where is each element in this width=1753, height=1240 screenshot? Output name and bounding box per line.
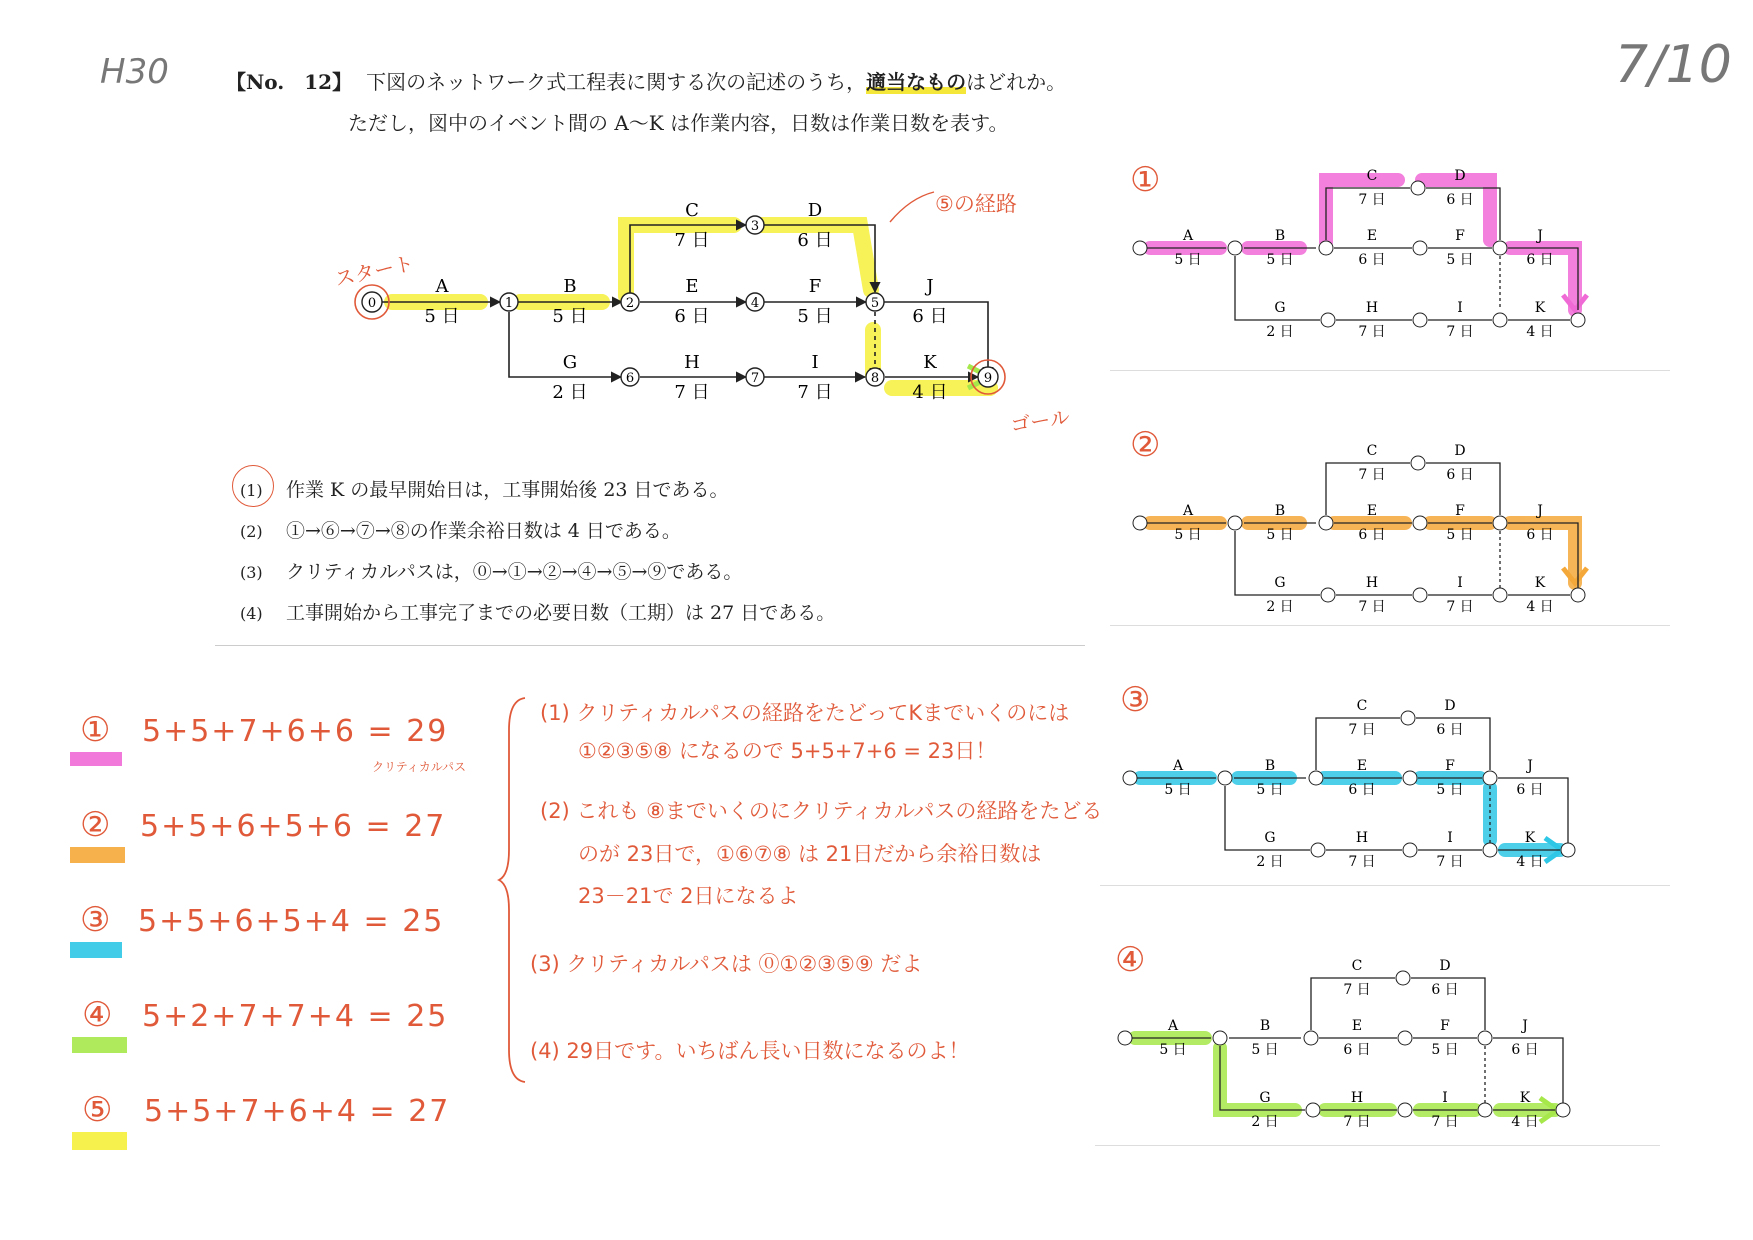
r3-H-days: 7 日 [1348,854,1376,870]
r2-E: E [1366,503,1378,519]
r4-C: C [1351,958,1363,974]
node-6: 6 [625,371,635,386]
r3-E-days: 6 日 [1348,782,1376,798]
route-3-label: ③ [1120,680,1151,720]
r2-H-days: 7 日 [1358,599,1386,615]
calc-row-1 [70,710,490,774]
question-text-pre: 下図のネットワーク式工程表に関する次の記述のうち， [366,70,867,94]
act-I-name: I [811,352,819,373]
node-5: 5 [870,296,880,311]
calc-4-expr: 5+2+7+7+4 = 25 [142,999,449,1034]
calc-5-expr: 5+5+7+6+4 = 27 [144,1094,451,1129]
r3-D: D [1444,698,1456,714]
r1-K-days: 4 日 [1526,324,1554,340]
r2-E-days: 6 日 [1358,527,1386,543]
node-4: 4 [750,296,760,311]
r2-I-days: 7 日 [1446,599,1474,615]
question-number: 【No. 12】 [226,70,353,94]
r2-G-days: 2 日 [1266,599,1294,615]
r1-H: H [1365,300,1379,316]
calc-2-label: ② [80,805,111,845]
r4-J-days: 6 日 [1511,1042,1539,1058]
r4-C-days: 7 日 [1343,982,1371,998]
r1-K: K [1534,300,1546,316]
r3-C: C [1356,698,1368,714]
calc-1-label: ① [80,710,111,750]
explanation-2b: のが 23日で，①⑥⑦⑧ は 21日だから余裕日数は [578,842,1042,866]
r1-F: F [1455,228,1465,244]
act-A-name: A [435,276,449,297]
r4-D-days: 6 日 [1431,982,1459,998]
node-3: 3 [750,219,760,234]
r2-D: D [1454,443,1466,459]
r3-E: E [1356,758,1368,774]
r1-A: A [1182,228,1194,244]
r1-I: I [1457,300,1463,316]
r2-B-days: 5 日 [1266,527,1294,543]
r3-H: H [1355,830,1369,846]
r1-C: C [1366,168,1378,184]
calc-row-5 [70,1090,490,1150]
act-I-days: 7 日 [797,382,833,403]
r1-A-days: 5 日 [1174,252,1202,268]
act-K-days: 4 日 [912,382,948,403]
r4-K: K [1519,1090,1531,1106]
act-B-days: 5 日 [552,306,588,327]
r4-B: B [1259,1018,1271,1034]
r2-K: K [1534,575,1546,591]
r3-K: K [1524,830,1536,846]
explanation-3: (3) クリティカルパスは ⓪①②③⑤⑨ だよ [530,952,923,976]
r4-G: G [1259,1090,1271,1106]
act-B-name: B [563,276,577,297]
goal-annotation: ゴール [1008,404,1072,438]
choice-3 [240,557,835,598]
r3-F-days: 5 日 [1436,782,1464,798]
start-annotation: スタート [332,250,416,292]
act-D-name: D [807,200,823,221]
r4-E: E [1351,1018,1363,1034]
act-H-name: H [684,352,700,373]
r4-E-days: 6 日 [1343,1042,1371,1058]
explanation-4: (4) 29日です。いちばん長い日数になるのよ！ [530,1039,970,1063]
r2-F-days: 5 日 [1446,527,1474,543]
act-C-days: 7 日 [674,230,710,251]
r1-D: D [1454,168,1466,184]
act-G-name: G [562,352,578,373]
r3-A-days: 5 日 [1164,782,1192,798]
calc-3-label: ③ [80,900,111,940]
r3-A: A [1172,758,1184,774]
r2-B: B [1274,503,1286,519]
r4-D: D [1439,958,1451,974]
r2-D-days: 6 日 [1446,467,1474,483]
explanation-2a: (2) これも ⑧までいくのにクリティカルパスの経路をたどる [540,799,1103,823]
r4-B-days: 5 日 [1251,1042,1279,1058]
question-line-1 [226,66,1066,95]
node-0: 0 [367,296,377,311]
r3-B-days: 5 日 [1256,782,1284,798]
r4-H-days: 7 日 [1343,1114,1371,1130]
calc-row-2 [70,805,490,865]
r4-A-days: 5 日 [1159,1042,1187,1058]
r4-H: H [1350,1090,1364,1106]
r2-C-days: 7 日 [1358,467,1386,483]
r1-E: E [1366,228,1378,244]
r4-I-days: 7 日 [1431,1114,1459,1130]
r1-I-days: 7 日 [1446,324,1474,340]
choice-1-text: 作業 K の最早開始日は，工事開始後 23 日である。 [286,479,729,501]
r3-G-days: 2 日 [1256,854,1284,870]
act-K-name: K [923,352,937,373]
route-diagram-3 [1100,680,1670,886]
route5-annotation: ⑤の経路 [935,192,1017,216]
r3-D-days: 6 日 [1436,722,1464,738]
r3-F: F [1445,758,1455,774]
r1-H-days: 7 日 [1358,324,1386,340]
explanation-brace [495,690,535,1090]
r1-C-days: 7 日 [1358,192,1386,208]
r4-F-days: 5 日 [1431,1042,1459,1058]
calc-1-expr: 5+5+7+6+6 = 29 [142,714,449,749]
act-D-days: 6 日 [797,230,833,251]
act-H-days: 7 日 [674,382,710,403]
r3-J-days: 6 日 [1516,782,1544,798]
route-diagram-1 [1110,160,1670,371]
calc-3-expr: 5+5+6+5+4 = 25 [138,904,445,939]
choice-3-num: (3) [240,563,263,582]
year-mark: H30 [100,52,169,92]
explanation-2c: 23－21で 2日になるよ [578,884,799,908]
act-C-name: C [685,200,699,221]
r3-I: I [1447,830,1453,846]
r1-G-days: 2 日 [1266,324,1294,340]
r1-B-days: 5 日 [1266,252,1294,268]
divider-line [215,645,1085,646]
explanation-1a: (1) クリティカルパスの経路をたどってKまでいくのには [540,701,1070,725]
choice-2-text: ①→⑥→⑦→⑧の作業余裕日数は 4 日である。 [286,520,681,542]
node-1: 1 [504,296,514,311]
calc-row-3 [70,900,490,960]
question-line-2: ただし，図中のイベント間の A～K は作業内容，日数は作業日数を表す。 [348,111,1009,135]
r2-K-days: 4 日 [1526,599,1554,615]
route-2-label: ② [1130,425,1161,465]
score-mark: 7/10 [1615,35,1732,95]
r2-G: G [1274,575,1286,591]
r2-A-days: 5 日 [1174,527,1202,543]
node-2: 2 [625,296,635,311]
act-E-days: 6 日 [674,306,710,327]
act-F-days: 5 日 [797,306,833,327]
act-A-days: 5 日 [424,306,460,327]
calc-1-note: クリティカルパス [372,760,466,774]
r2-A: A [1182,503,1194,519]
act-J-days: 6 日 [912,306,948,327]
choice-4-text: 工事開始から工事完了までの必要日数（工期）は 27 日である。 [286,602,836,624]
question-text-post: はどれか。 [966,70,1067,94]
r4-A: A [1167,1018,1179,1034]
choice-3-text: クリティカルパスは，⓪→①→②→④→⑤→⑨である。 [286,561,743,583]
r1-J-days: 6 日 [1526,252,1554,268]
r4-K-days: 4 日 [1511,1114,1539,1130]
r2-H: H [1365,575,1379,591]
r4-I: I [1442,1090,1448,1106]
choices-list [240,475,835,639]
act-G-days: 2 日 [552,382,588,403]
explanation-1b: ①②③⑤⑧ になるので 5+5+7+6 = 23日！ [578,739,997,763]
calc-4-label: ④ [82,995,113,1035]
route-diagram-2 [1110,425,1670,626]
route-diagram-4 [1095,940,1660,1146]
choice-1-num: (1) [240,481,263,500]
choice-2 [240,516,835,557]
question-emphasis: 適当なもの [866,70,967,94]
route-1-label: ① [1130,160,1161,200]
r1-D-days: 6 日 [1446,192,1474,208]
calc-row-4 [70,995,490,1055]
r2-C: C [1366,443,1378,459]
calc-5-label: ⑤ [82,1090,113,1130]
calc-2-expr: 5+5+6+5+6 = 27 [140,809,447,844]
r2-F: F [1455,503,1465,519]
act-F-name: F [808,276,822,297]
r1-G: G [1274,300,1286,316]
r2-I: I [1457,575,1463,591]
r3-G: G [1264,830,1276,846]
choice-4 [240,598,835,639]
r2-J-days: 6 日 [1526,527,1554,543]
r3-B: B [1264,758,1276,774]
choice-4-num: (4) [240,604,263,623]
route-4-label: ④ [1115,940,1146,980]
choice-2-num: (2) [240,522,263,541]
choice-1 [240,475,835,516]
r1-E-days: 6 日 [1358,252,1386,268]
r1-B: B [1274,228,1286,244]
r4-G-days: 2 日 [1251,1114,1279,1130]
r3-J: J [1527,758,1533,774]
r4-F: F [1440,1018,1450,1034]
r1-J: J [1537,228,1543,244]
node-7: 7 [750,371,760,386]
node-9: 9 [983,371,993,386]
r3-K-days: 4 日 [1516,854,1544,870]
node-8: 8 [870,371,880,386]
r3-C-days: 7 日 [1348,722,1376,738]
r4-J: J [1522,1018,1528,1034]
act-J-name: J [926,276,934,297]
r2-J: J [1537,503,1543,519]
r1-F-days: 5 日 [1446,252,1474,268]
r3-I-days: 7 日 [1436,854,1464,870]
act-E-name: E [685,276,699,297]
